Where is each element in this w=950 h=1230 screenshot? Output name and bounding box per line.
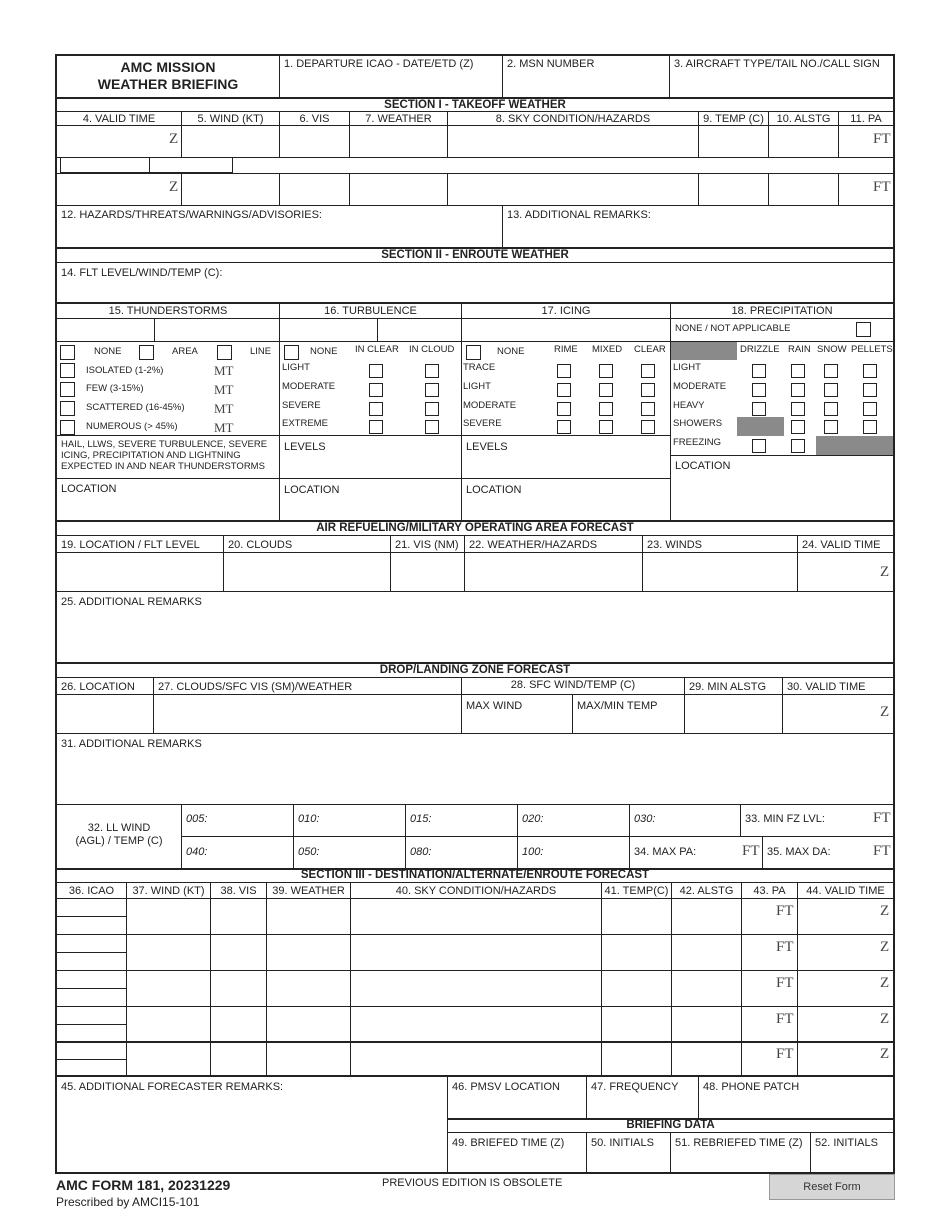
takeoff-row2-alstg[interactable]	[768, 173, 839, 206]
dz-location-input[interactable]	[56, 694, 154, 734]
ts-isolated-mt: MT	[214, 363, 234, 378]
ic-rime-label: RIME	[554, 345, 578, 355]
s3-row2-pa-ft: FT	[776, 939, 794, 955]
briefed-time-label: 49. BRIEFED TIME (Z)	[452, 1137, 565, 1149]
col-vis: 6. VIS	[279, 111, 350, 126]
pr-heavy-label: HEAVY	[673, 401, 705, 411]
pr-showers-snow-checkbox[interactable]	[824, 420, 838, 434]
tb-location-label: LOCATION	[284, 484, 340, 496]
ts-none-label: NONE	[94, 347, 122, 357]
pr-moderate-snow-checkbox[interactable]	[824, 383, 838, 397]
s3-row2-valid-z: Z	[880, 939, 890, 955]
col-weather-hazards: 22. WEATHER/HAZARDS	[464, 535, 643, 553]
tb-extreme-label: EXTREME	[282, 419, 328, 429]
s3-row1-valid-z: Z	[880, 903, 890, 919]
dz-alstg-input[interactable]	[684, 694, 783, 734]
form-title-box	[56, 55, 280, 98]
ar-weather-input[interactable]	[464, 552, 643, 592]
col-clouds: 20. CLOUDS	[223, 535, 391, 553]
ar-remarks-field[interactable]	[56, 591, 894, 663]
ts-few-checkbox[interactable]	[60, 382, 75, 397]
obsolete-note: PREVIOUS EDITION IS OBSOLETE	[382, 1177, 563, 1189]
ar-vis-input[interactable]	[390, 552, 465, 592]
takeoff-row1-weather[interactable]	[349, 125, 448, 158]
ic-severe-mixed-checkbox[interactable]	[599, 420, 613, 434]
tb-light-label: LIGHT	[282, 363, 310, 373]
additional-remarks-13-field[interactable]	[502, 205, 894, 248]
takeoff-mini-field-1[interactable]	[60, 157, 150, 173]
ic-severe-label: SEVERE	[463, 419, 502, 429]
hazards-field[interactable]	[56, 205, 503, 248]
ts-line-label: LINE	[250, 347, 272, 357]
col-s3-temp: 41. TEMP(C)	[601, 882, 672, 899]
takeoff-row1-z: Z	[169, 131, 179, 147]
ts-few-label: FEW (3-15%)	[86, 384, 144, 394]
ic-light-clear-checkbox[interactable]	[641, 383, 655, 397]
frequency-field[interactable]	[586, 1076, 699, 1119]
takeoff-mini-field-2[interactable]	[149, 157, 233, 173]
s3-row5-pa-ft: FT	[776, 1046, 794, 1062]
flt-level-field[interactable]	[56, 262, 894, 303]
departure-icao-label: 1. DEPARTURE ICAO - DATE/ETD (Z)	[284, 58, 474, 70]
min-fz-ft: FT	[873, 810, 891, 826]
s3-row1-vis[interactable]	[210, 898, 267, 935]
max-pa-label: 34. MAX PA:	[634, 846, 697, 858]
col-dz-location: 26. LOCATION	[56, 677, 154, 695]
takeoff-row1-sky[interactable]	[447, 125, 699, 158]
ts-numerous-checkbox[interactable]	[60, 420, 75, 435]
dz-clouds-input[interactable]	[153, 694, 462, 734]
max-pa-ft: FT	[742, 843, 760, 859]
s3-row5-vis[interactable]	[210, 1041, 267, 1077]
s3-row3-temp[interactable]	[601, 970, 672, 1007]
outer-right-border	[893, 55, 895, 1174]
s3-row4-temp[interactable]	[601, 1006, 672, 1043]
turbulence-header: 16. TURBULENCE	[279, 303, 462, 319]
pr-light-rain-checkbox[interactable]	[791, 364, 805, 378]
form-number: AMC FORM 181, 20231229	[56, 1177, 231, 1193]
s3-row2-weather[interactable]	[266, 934, 351, 971]
pmsv-location-field[interactable]	[447, 1076, 587, 1119]
col-vis-nm: 21. VIS (NM)	[390, 535, 465, 553]
col-s3-vis: 38. VIS	[210, 882, 267, 899]
takeoff-row1-ft: FT	[873, 131, 891, 147]
ll-030-field[interactable]	[629, 804, 741, 837]
s3-row3-icao-top[interactable]	[56, 970, 127, 989]
col-s3-valid: 44. VALID TIME	[797, 882, 894, 899]
s3-row2-temp[interactable]	[601, 934, 672, 971]
precipitation-header: 18. PRECIPITATION	[670, 303, 894, 319]
hazards-label: 12. HAZARDS/THREATS/WARNINGS/ADVISORIES:	[61, 209, 322, 221]
ts-scattered-label: SCATTERED (16-45%)	[86, 403, 185, 413]
reset-form-button[interactable]: Reset Form	[769, 1174, 895, 1200]
ar-remarks-label: 25. ADDITIONAL REMARKS	[61, 596, 202, 608]
col-winds: 23. WINDS	[642, 535, 798, 553]
tb-inclear-label: IN CLEAR	[355, 345, 399, 355]
s3-row1-icao-bottom[interactable]	[56, 916, 127, 935]
ll-020-field[interactable]	[517, 804, 630, 837]
pr-freezing-gray	[816, 436, 893, 455]
s3-row3-pa-ft: FT	[776, 975, 794, 991]
ic-trace-rime-checkbox[interactable]	[557, 364, 571, 378]
ll-010-field[interactable]	[293, 804, 406, 837]
ic-moderate-rime-checkbox[interactable]	[557, 402, 571, 416]
s3-row3-valid-z: Z	[880, 975, 890, 991]
tb-extreme-cloud-checkbox[interactable]	[425, 420, 439, 434]
tb-none-checkbox[interactable]	[284, 345, 299, 360]
col-dz-valid: 30. VALID TIME	[782, 677, 894, 695]
s3-row3-alstg[interactable]	[671, 970, 742, 1007]
pr-moderate-label: MODERATE	[673, 382, 727, 392]
ic-trace-clear-checkbox[interactable]	[641, 364, 655, 378]
ts-few-mt: MT	[214, 382, 234, 397]
pr-heavy-drizzle-checkbox[interactable]	[752, 402, 766, 416]
ts-isolated-checkbox[interactable]	[60, 363, 75, 378]
aircraft-type-field[interactable]	[669, 55, 894, 98]
tb-levels-field[interactable]	[279, 435, 462, 479]
takeoff-row2-wind[interactable]	[181, 173, 280, 206]
tb-light-clear-checkbox[interactable]	[369, 364, 383, 378]
ts-numerous-label: NUMEROUS (> 45%)	[86, 422, 178, 432]
briefed-time-field[interactable]	[447, 1132, 587, 1174]
ic-light-mixed-checkbox[interactable]	[599, 383, 613, 397]
ic-trace-mixed-checkbox[interactable]	[599, 364, 613, 378]
col-s3-sky: 40. SKY CONDITION/HAZARDS	[350, 882, 602, 899]
takeoff-row1-temp[interactable]	[698, 125, 769, 158]
col-s3-pa: 43. PA	[741, 882, 798, 899]
takeoff-row2-sky[interactable]	[447, 173, 699, 206]
ts-hail-note: HAIL, LLWS, SEVERE TURBULENCE, SEVERE ICING, PRECIPITATION AND LIGHTNING EXPECTED IN AND NEAR THUNDERSTORMS	[56, 435, 280, 479]
phone-patch-label: 48. PHONE PATCH	[703, 1081, 800, 1093]
max-wind-label: MAX WIND	[466, 700, 523, 712]
ll-wind-line2: (AGL) / TEMP (C)	[75, 834, 163, 847]
ts-input-1[interactable]	[56, 318, 155, 342]
tb-incloud-label: IN CLOUD	[409, 345, 455, 355]
ic-moderate-clear-checkbox[interactable]	[641, 402, 655, 416]
ts-area-label: AREA	[172, 347, 198, 357]
pr-light-drizzle-checkbox[interactable]	[752, 364, 766, 378]
initials-50-field[interactable]	[586, 1132, 671, 1174]
takeoff-row2-temp[interactable]	[698, 173, 769, 206]
col-alstg: 10. ALSTG	[768, 111, 839, 126]
s3-row5-valid-z: Z	[880, 1046, 890, 1062]
pr-freezing-rain-checkbox[interactable]	[791, 439, 805, 453]
takeoff-row2-ft: FT	[873, 179, 891, 195]
dz-maxwind-input[interactable]	[461, 694, 573, 734]
tb-location-field[interactable]	[279, 478, 462, 521]
pr-light-snow-checkbox[interactable]	[824, 364, 838, 378]
ll-015-label: 015:	[410, 813, 432, 825]
ic-mixed-label: MIXED	[592, 345, 623, 355]
pr-heavy-snow-checkbox[interactable]	[824, 402, 838, 416]
s3-row5-weather[interactable]	[266, 1041, 351, 1077]
ar-clouds-input[interactable]	[223, 552, 391, 592]
pr-showers-rain-checkbox[interactable]	[791, 420, 805, 434]
ic-levels-label: LEVELS	[466, 441, 508, 453]
ic-severe-clear-checkbox[interactable]	[641, 420, 655, 434]
col-min-alstg: 29. MIN ALSTG	[684, 677, 783, 695]
min-fz-lvl-field[interactable]	[740, 804, 894, 837]
rebriefed-time-field[interactable]	[670, 1132, 811, 1174]
tb-levels-label: LEVELS	[284, 441, 326, 453]
pmsv-location-label: 46. PMSV LOCATION	[452, 1081, 560, 1093]
dz-valid-z: Z	[880, 704, 890, 720]
ts-location-label: LOCATION	[61, 483, 117, 495]
ts-isolated-label: ISOLATED (1-2%)	[86, 366, 164, 376]
forecaster-remarks-label: 45. ADDITIONAL FORECASTER REMARKS:	[61, 1081, 284, 1093]
s3-row5-sky[interactable]	[350, 1041, 602, 1077]
pr-moderate-pellets-checkbox[interactable]	[863, 383, 877, 397]
ic-none-checkbox[interactable]	[466, 345, 481, 360]
takeoff-row2-valid[interactable]	[56, 173, 182, 206]
initials-52-field[interactable]	[810, 1132, 894, 1174]
dz-title: DROP/LANDING ZONE FORECAST	[379, 664, 571, 676]
s3-row4-sky[interactable]	[350, 1006, 602, 1043]
ar-valid-z: Z	[880, 564, 890, 580]
ts-scattered-checkbox[interactable]	[60, 401, 75, 416]
ll-080-label: 080:	[410, 846, 432, 858]
s3-row2-sky[interactable]	[350, 934, 602, 971]
col-pa: 11. PA	[838, 111, 894, 126]
takeoff-row1-alstg[interactable]	[768, 125, 839, 158]
s3-row5-icao-top[interactable]	[56, 1041, 127, 1060]
col-valid-time: 4. VALID TIME	[56, 111, 182, 126]
takeoff-row2-weather[interactable]	[349, 173, 448, 206]
tb-moderate-clear-checkbox[interactable]	[369, 383, 383, 397]
s3-row1-pa-ft: FT	[776, 903, 794, 919]
s3-row2-alstg[interactable]	[671, 934, 742, 971]
ar-title: AIR REFUELING/MILITARY OPERATING AREA FORECAST	[316, 522, 634, 534]
forecaster-remarks-field[interactable]	[56, 1076, 448, 1174]
pr-moderate-drizzle-checkbox[interactable]	[752, 383, 766, 397]
briefing-data-title: BRIEFING DATA	[626, 1119, 715, 1131]
ts-input-2[interactable]	[154, 318, 280, 342]
tb-extreme-clear-checkbox[interactable]	[369, 420, 383, 434]
ts-line-checkbox[interactable]	[217, 345, 232, 360]
col-weather: 7. WEATHER	[349, 111, 448, 126]
thunderstorms-header: 15. THUNDERSTORMS	[56, 303, 280, 319]
pr-moderate-rain-checkbox[interactable]	[791, 383, 805, 397]
ll-030-label: 030:	[634, 813, 656, 825]
aircraft-type-label: 3. AIRCRAFT TYPE/TAIL NO./CALL SIGN	[674, 58, 880, 70]
ll-100-field[interactable]	[517, 836, 630, 869]
msn-number-label: 2. MSN NUMBER	[507, 58, 595, 70]
col-s3-alstg: 42. ALSTG	[671, 882, 742, 899]
col-dz-clouds: 27. CLOUDS/SFC VIS (SM)/WEATHER	[153, 677, 462, 695]
ic-trace-label: TRACE	[463, 363, 496, 373]
ll-080-field[interactable]	[405, 836, 518, 869]
dz-maxmin-input[interactable]	[572, 694, 685, 734]
pr-showers-pellets-checkbox[interactable]	[863, 420, 877, 434]
s3-row2-vis[interactable]	[210, 934, 267, 971]
s3-row3-wind[interactable]	[126, 970, 211, 1007]
col-s3-wind: 37. WIND (KT)	[126, 882, 211, 899]
takeoff-row1-wind[interactable]	[181, 125, 280, 158]
ic-levels-field[interactable]	[461, 435, 671, 479]
s3-row5-alstg[interactable]	[671, 1041, 742, 1077]
ts-none-checkbox[interactable]	[60, 345, 75, 360]
tb-moderate-cloud-checkbox[interactable]	[425, 383, 439, 397]
col-sky: 8. SKY CONDITION/HAZARDS	[447, 111, 699, 126]
s3-row3-sky[interactable]	[350, 970, 602, 1007]
s3-row1-icao-top[interactable]	[56, 898, 127, 917]
s3-row1-alstg[interactable]	[671, 898, 742, 935]
ll-005-field[interactable]	[181, 804, 294, 837]
frequency-label: 47. FREQUENCY	[591, 1081, 679, 1093]
s3-row4-vis[interactable]	[210, 1006, 267, 1043]
tb-input-1[interactable]	[279, 318, 378, 342]
remarks-13-label: 13. ADDITIONAL REMARKS:	[507, 209, 651, 221]
s3-row4-weather[interactable]	[266, 1006, 351, 1043]
ic-moderate-label: MODERATE	[463, 401, 517, 411]
ic-moderate-mixed-checkbox[interactable]	[599, 402, 613, 416]
s3-row3-icao-bottom[interactable]	[56, 988, 127, 1007]
ar-location-input[interactable]	[56, 552, 224, 592]
pr-heavy-pellets-checkbox[interactable]	[863, 402, 877, 416]
section1-title: SECTION I - TAKEOFF WEATHER	[384, 99, 566, 111]
dz-remarks-label: 31. ADDITIONAL REMARKS	[61, 738, 202, 750]
max-da-label: 35. MAX DA:	[767, 846, 831, 858]
initials-52-label: 52. INITIALS	[815, 1137, 878, 1149]
section2-title: SECTION II - ENROUTE WEATHER	[381, 249, 569, 261]
max-min-temp-label: MAX/MIN TEMP	[577, 700, 658, 712]
ic-none-label: NONE	[497, 347, 525, 357]
ll-wind-line1: 32. LL WIND	[87, 822, 151, 834]
ll-020-label: 020:	[522, 813, 544, 825]
ic-location-field[interactable]	[461, 478, 671, 521]
s3-row3-vis[interactable]	[210, 970, 267, 1007]
s3-row1-weather[interactable]	[266, 898, 351, 935]
tb-none-label: NONE	[310, 347, 338, 357]
pr-rain-label: RAIN	[788, 345, 811, 355]
pr-freezing-drizzle-checkbox[interactable]	[752, 439, 766, 453]
pr-pellets-label: PELLETS	[851, 345, 893, 355]
pr-light-label: LIGHT	[673, 363, 701, 373]
pr-heavy-rain-checkbox[interactable]	[791, 402, 805, 416]
ll-wind-label-box	[56, 804, 182, 869]
ll-010-label: 010:	[298, 813, 320, 825]
form-title-line1: AMC MISSION	[120, 59, 216, 75]
ic-light-label: LIGHT	[463, 382, 491, 392]
pr-drizzle-label: DRIZZLE	[740, 345, 780, 355]
pr-freezing-label: FREEZING	[673, 438, 722, 448]
ic-input-1[interactable]	[461, 318, 671, 342]
ic-light-rime-checkbox[interactable]	[557, 383, 571, 397]
pr-location-field[interactable]	[670, 455, 894, 521]
initials-50-label: 50. INITIALS	[591, 1137, 654, 1149]
s3-row4-valid-z: Z	[880, 1011, 890, 1027]
s3-row1-sky[interactable]	[350, 898, 602, 935]
s3-row4-pa-ft: FT	[776, 1011, 794, 1027]
ar-winds-input[interactable]	[642, 552, 798, 592]
s3-row3-weather[interactable]	[266, 970, 351, 1007]
departure-icao-field[interactable]	[279, 55, 503, 98]
takeoff-row1-valid[interactable]	[56, 125, 182, 158]
pr-showers-label: SHOWERS	[673, 419, 723, 429]
msn-number-field[interactable]	[502, 55, 670, 98]
col-sfc-wind: 28. SFC WIND/TEMP (C)	[461, 677, 685, 695]
tb-input-2[interactable]	[377, 318, 462, 342]
ic-severe-rime-checkbox[interactable]	[557, 420, 571, 434]
s3-row5-temp[interactable]	[601, 1041, 672, 1077]
pr-na-checkbox[interactable]	[856, 322, 871, 337]
ll-005-label: 005:	[186, 813, 208, 825]
pr-showers-gray	[737, 417, 784, 436]
pr-gray-header	[671, 342, 737, 360]
tb-severe-clear-checkbox[interactable]	[369, 402, 383, 416]
rebriefed-time-label: 51. REBRIEFED TIME (Z)	[675, 1137, 803, 1149]
min-fz-lvl-label: 33. MIN FZ LVL:	[745, 813, 825, 825]
col-ar-valid-time: 24. VALID TIME	[797, 535, 894, 553]
s3-row2-wind[interactable]	[126, 934, 211, 971]
s3-row4-wind[interactable]	[126, 1006, 211, 1043]
col-icao: 36. ICAO	[56, 882, 127, 899]
ll-100-label: 100:	[522, 846, 544, 858]
s3-row1-temp[interactable]	[601, 898, 672, 935]
col-location-flt: 19. LOCATION / FLT LEVEL	[56, 535, 224, 553]
dz-remarks-field[interactable]	[56, 733, 894, 805]
col-s3-weather: 39. WEATHER	[266, 882, 351, 899]
col-wind: 5. WIND (KT)	[181, 111, 280, 126]
tb-light-cloud-checkbox[interactable]	[425, 364, 439, 378]
col-temp: 9. TEMP (C)	[698, 111, 769, 126]
ic-clear-label: CLEAR	[634, 345, 666, 355]
ll-015-field[interactable]	[405, 804, 518, 837]
flt-level-label: 14. FLT LEVEL/WIND/TEMP (C):	[61, 267, 223, 279]
tb-severe-label: SEVERE	[282, 401, 321, 411]
s3-row5-wind[interactable]	[126, 1041, 211, 1077]
max-da-ft: FT	[873, 843, 891, 859]
pr-light-pellets-checkbox[interactable]	[863, 364, 877, 378]
pr-snow-label: SNOW	[817, 345, 847, 355]
ll-040-label: 040:	[186, 846, 208, 858]
s3-row4-alstg[interactable]	[671, 1006, 742, 1043]
ts-area-checkbox[interactable]	[139, 345, 154, 360]
takeoff-row2-z: Z	[169, 179, 179, 195]
section3-title: SECTION III - DESTINATION/ALTERNATE/ENROUTE FORECAST	[300, 869, 650, 881]
s3-row4-icao-top[interactable]	[56, 1006, 127, 1025]
prescribed-by: Prescribed by AMCI15-101	[56, 1196, 200, 1209]
takeoff-row1-vis[interactable]	[279, 125, 350, 158]
phone-patch-field[interactable]	[698, 1076, 894, 1119]
ic-location-label: LOCATION	[466, 484, 522, 496]
tb-severe-cloud-checkbox[interactable]	[425, 402, 439, 416]
outer-top-border	[55, 54, 895, 56]
s3-row2-icao-bottom[interactable]	[56, 952, 127, 971]
pr-na-label: NONE / NOT APPLICABLE	[675, 324, 791, 334]
ll-050-field[interactable]	[293, 836, 406, 869]
s3-row2-icao-top[interactable]	[56, 934, 127, 953]
icing-header: 17. ICING	[461, 303, 671, 319]
outer-left-border	[55, 55, 57, 1174]
form-title-line2: WEATHER BRIEFING	[97, 76, 239, 92]
ts-location-field[interactable]	[56, 478, 280, 521]
dz-valid-input[interactable]	[782, 694, 894, 734]
pr-location-label: LOCATION	[675, 460, 731, 472]
ll-050-label: 050:	[298, 846, 320, 858]
takeoff-row2-vis[interactable]	[279, 173, 350, 206]
ll-040-field[interactable]	[181, 836, 294, 869]
tb-moderate-label: MODERATE	[282, 382, 336, 392]
ts-scattered-mt: MT	[214, 401, 234, 416]
s3-row1-wind[interactable]	[126, 898, 211, 935]
ts-numerous-mt: MT	[214, 420, 234, 435]
